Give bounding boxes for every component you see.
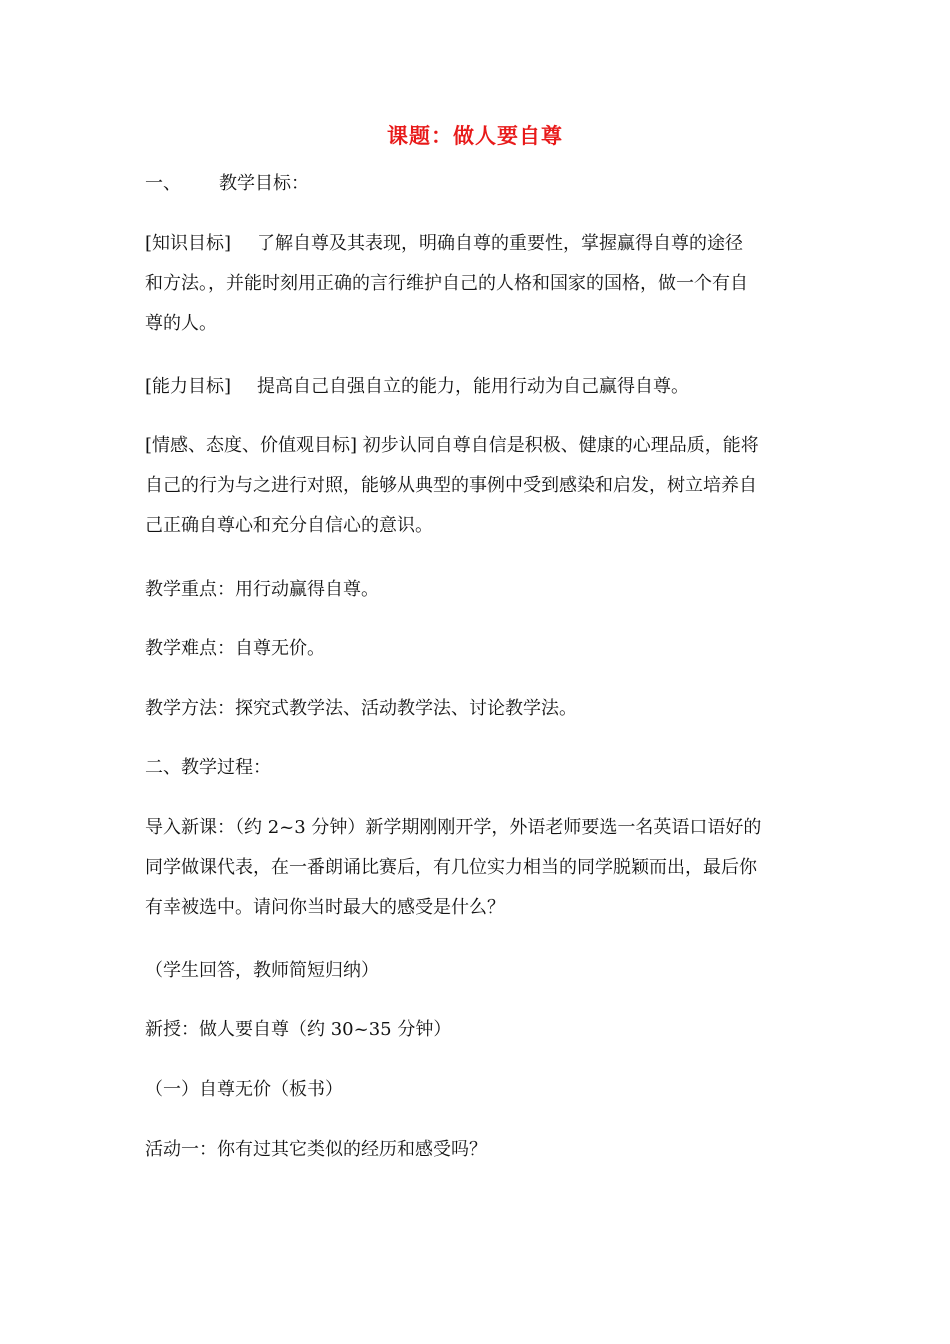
knowledge-tag: [知识目标] (145, 233, 232, 254)
section-heading-process: 二、教学过程： (145, 757, 271, 778)
intro-text-line-3: 有幸被选中。请问你当时最大的感受是什么？ (145, 897, 505, 918)
activity-one-line: 活动一：你有过其它类似的经历和感受吗？ (145, 1139, 487, 1160)
ability-tag: [能力目标] (145, 376, 232, 397)
document-title: 课题：做人要自尊 (387, 124, 563, 148)
section-number: 一、 (145, 173, 181, 194)
intro-paragraph (145, 808, 810, 928)
intro-text-line-1: 导入新课：（约 2~3 分钟）新学期刚刚开学，外语老师要选一名英语口语好的 (145, 817, 762, 838)
knowledge-text-line-2: 和方法。，并能时刻用正确的言行维护自己的人格和国家的国格，做一个有自 (145, 273, 748, 294)
knowledge-text-line-3: 尊的人。 (145, 313, 217, 334)
knowledge-objective-paragraph (145, 224, 810, 344)
intro-text-line-2: 同学做课代表，在一番朗诵比赛后，有几位实力相当的同学脱颖而出，最后你 (145, 857, 757, 878)
emotion-objective-paragraph (145, 426, 810, 546)
section-label: 教学目标： (219, 173, 309, 194)
emotion-text-line-3: 己正确自尊心和充分自信心的意识。 (145, 515, 433, 536)
emotion-text-line-2: 自己的行为与之进行对照，能够从典型的事例中受到感染和启发，树立培养自 (145, 475, 757, 496)
ability-objective-paragraph (145, 367, 810, 407)
student-answer-note: （学生回答，教师简短归纳） (145, 960, 379, 981)
teaching-keypoint: 教学重点：用行动赢得自尊。 (145, 579, 379, 600)
knowledge-text-line-1: 了解自尊及其表现，明确自尊的重要性，掌握赢得自尊的途径 (257, 233, 744, 254)
teaching-difficulty: 教学难点：自尊无价。 (145, 638, 325, 659)
part-one-heading: （一）自尊无价（板书） (145, 1079, 343, 1100)
teaching-method: 教学方法：探究式教学法、活动教学法、讨论教学法。 (145, 698, 577, 719)
section-heading-objectives (145, 164, 810, 204)
new-lesson-line: 新授：做人要自尊（约 30~35 分钟） (145, 1019, 452, 1040)
ability-text: 提高自己自强自立的能力，能用行动为自己赢得自尊。 (257, 376, 690, 397)
emotion-text-line-1: [情感、态度、价值观目标] 初步认同自尊自信是积极、健康的心理品质，能将 (145, 435, 759, 456)
